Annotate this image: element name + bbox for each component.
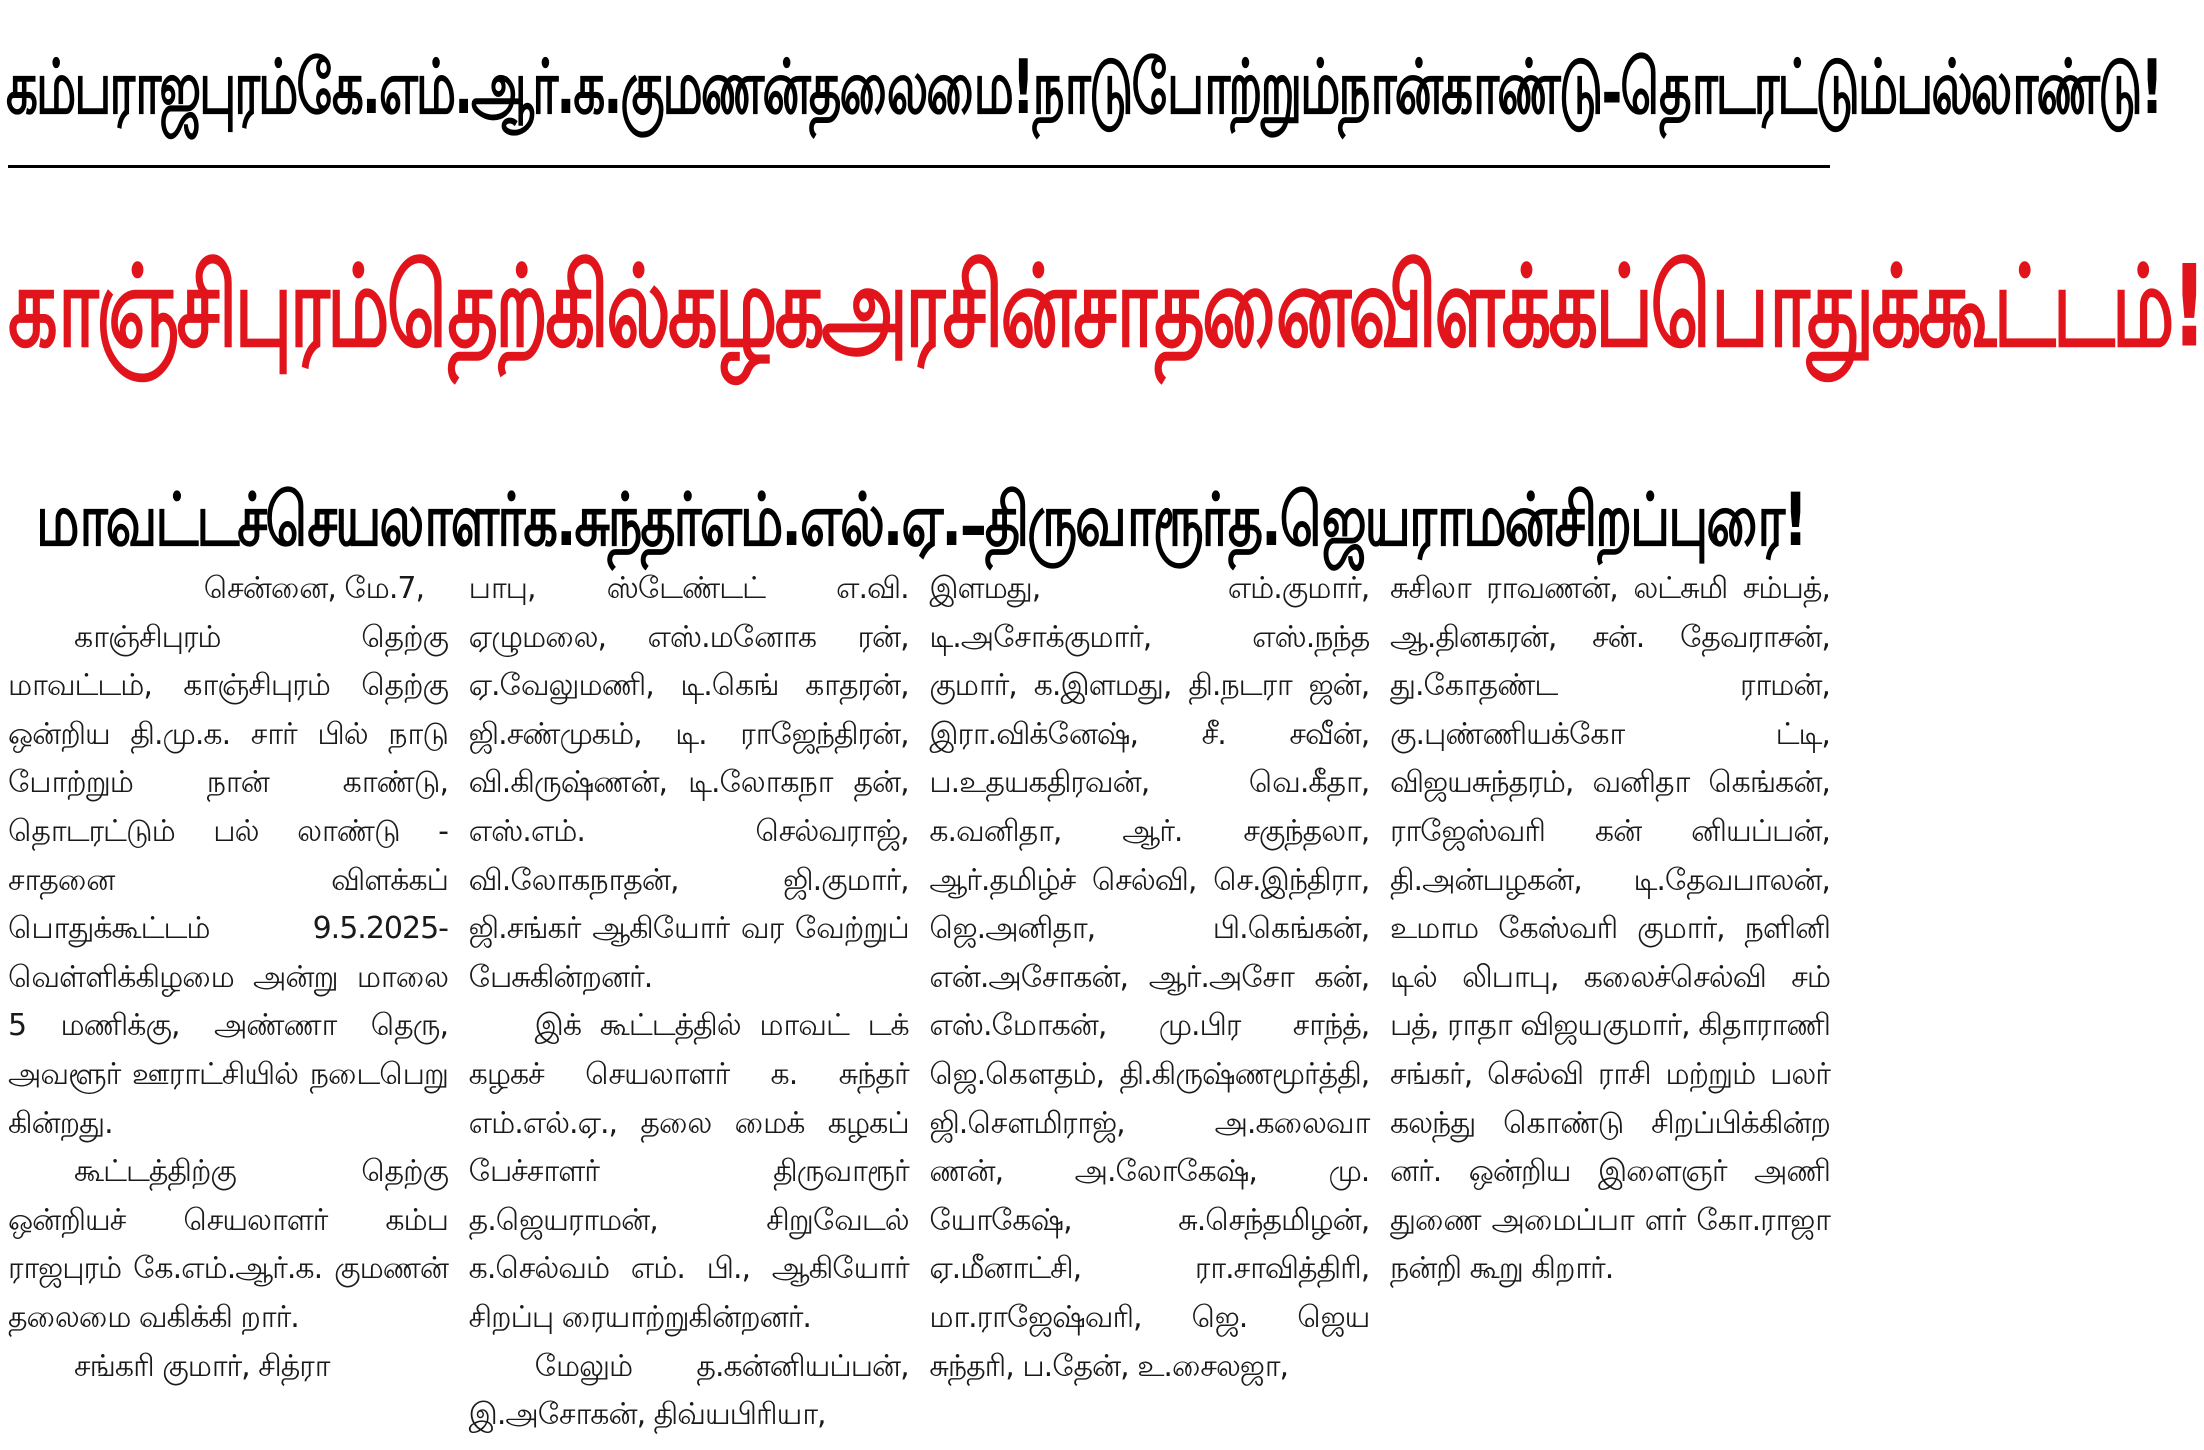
kicker-word: பல்லாண்டு! <box>1896 43 2162 131</box>
headline-word: சாதனை <box>1073 242 1349 373</box>
kicker-word: நான்காண்டு <box>1338 43 1602 131</box>
subhead-word: த.ஜெயராமன் <box>1227 477 1555 563</box>
headline-word: கழக <box>667 242 822 373</box>
kicker-word: கே.எம்.ஆர்.க.குமணன் <box>296 43 809 131</box>
article-paragraph: சங்கரி குமார், சித்ரா <box>74 1348 330 1384</box>
article-paragraph: மேலும் த.கன்னியப்பன், இ.அசோகன், திவ்யபிரியா, <box>468 1348 909 1433</box>
headline-word: பொதுக்கூட்டம்! <box>1650 242 2204 373</box>
dateline: சென்னை, மே.7, <box>203 571 424 606</box>
kicker-word: நாடு <box>1032 43 1132 131</box>
kicker-word: - <box>1601 49 1621 136</box>
kicker-line <box>6 43 2162 142</box>
article-paragraph: இக் கூட்டத்தில் மாவட் டக் கழகச் செயலாளர் க. சுந்தர் எம்.எல்.ஏ., தலை மைக் கழகப் பேச்சாளர் திருவாரூர் த.ஜெயராமன், சிறுவேடல் க.செல்வம் எம். பி., ஆகியோர் சிறப்பு ரையாற்றுகின்றனர். <box>468 1008 909 1335</box>
subheadline <box>36 478 1806 574</box>
subhead-word: செயலாளர் <box>265 477 524 563</box>
kicker-word: தலைமை! <box>808 43 1033 131</box>
subhead-word: திருவாரூர் <box>984 477 1228 563</box>
article-paragraph: பாபு, ஸ்டேண்டட் எ.வி. ஏழுமலை, எஸ்.மனோக ரன், ஏ.வேலுமணி, டி.கெங் காதரன், ஜி.சண்முகம், டி. ராஜேந்திரன், வி.கிருஷ்ணன், டி.லோகநா தன், எஸ்.எம். செல்வராஜ், வி.லோகநாதன், ஜி.குமார், ஜி.சங்கர் ஆகியோர் வர வேற்றுப் பேசுகின்றனர். <box>468 571 909 995</box>
article-column-3 <box>929 565 1369 1450</box>
headline-word: விளக்கப் <box>1348 242 1651 373</box>
article-paragraph: கூட்டத்திற்கு தெற்கு ஒன்றியச் செயலாளர் கம்ப ராஜபுரம் கே.எம்.ஆர்.க. குமணன் தலைமை வகிக்கி றார். <box>8 1154 448 1335</box>
subhead-word: மாவட்டச் <box>36 477 266 563</box>
headline <box>8 242 2204 388</box>
kicker-word: கம்பராஜபுரம் <box>6 43 297 131</box>
article-column-2 <box>469 565 909 1450</box>
article-columns <box>8 565 1830 1450</box>
kicker-word: தொடரட்டும் <box>1620 43 1897 131</box>
article-column-4 <box>1390 565 1830 1450</box>
article-paragraph: இளமது, எம்.குமார், டி.அசோக்குமார், எஸ்.நந்த குமார், க.இளமது, தி.நடரா ஜன், இரா.விக்னேஷ், சீ. சவீன், ப.உதயகதிரவன், வெ.கீதா, க.வனிதா, ஆர். சகுந்தலா, ஆர்.தமிழ்ச் செல்வி, செ.இந்திரா, ஜெ.அனிதா, பி.கெங்கன், என்.அசோகன், ஆர்.அசோ கன், எஸ்.மோகன், மு.பிர சாந்த், ஜெ.கௌதம், தி.கிருஷ்ணமூர்த்தி, ஜி.சௌமிராஜ், அ.கலைவா ணன், அ.லோகேஷ், மு. யோகேஷ், சு.செந்தமிழன், ஏ.மீனாட்சி, ரா.சாவித்திரி, மா.ராஜேஷ்வரி, ஜெ. ஜெய சுந்தரி, ப.தேன், உ.சைலஜா, <box>929 571 1370 1384</box>
subhead-word: க.சுந்தர் <box>523 477 700 563</box>
headline-word: தெற்கில் <box>386 242 668 373</box>
article-paragraph: காஞ்சிபுரம் தெற்கு மாவட்டம், காஞ்சிபுரம் தெற்கு ஒன்றிய தி.மு.க. சார் பில் நாடு போற்றும் நான் காண்டு, தொடரட்டும் பல் லாண்டு - சாதனை விளக்கப் பொதுக்கூட்டம் 9.5.2025- வெள்ளிக்கிழமை அன்று மாலை 5 மணிக்கு, அண்ணா தெரு, அவளூர் ஊராட்சியில் நடைபெறு கின்றது. <box>8 619 448 1141</box>
kicker-word: போற்றும் <box>1131 43 1339 131</box>
headline-word: காஞ்சிபுரம் <box>8 242 387 373</box>
subhead-word: – <box>959 482 985 569</box>
subhead-word: சிறப்புரை! <box>1554 477 1806 563</box>
kicker-underline <box>8 165 1830 168</box>
subhead-word: எம்.எல்.ஏ. <box>699 477 960 563</box>
article-paragraph: சுசிலா ராவணன், லட்சுமி சம்பத், ஆ.தினகரன், சன். தேவராசன், து.கோதண்ட ராமன், கு.புண்ணியக்கோ ட்டி, விஜயசுந்தரம், வனிதா கெங்கன், ராஜேஸ்வரி கன் னியப்பன், தி.அன்பழகன், டி.தேவபாலன், உமாம கேஸ்வரி குமார், நளினி டில் லிபாபு, கலைச்செல்வி சம் பத், ராதா விஜயகுமார், கிதாராணி சங்கர், செல்வி ராசி மற்றும் பலர் கலந்து கொண்டு சிறப்பிக்கின்ற னர். ஒன்றிய இளைஞர் அணி துணை அமைப்பா ளர் கோ.ராஜா நன்றி கூறு கிறார். <box>1389 571 1830 1287</box>
article-column-1 <box>8 565 448 1450</box>
headline-word: அரசின் <box>821 242 1074 373</box>
